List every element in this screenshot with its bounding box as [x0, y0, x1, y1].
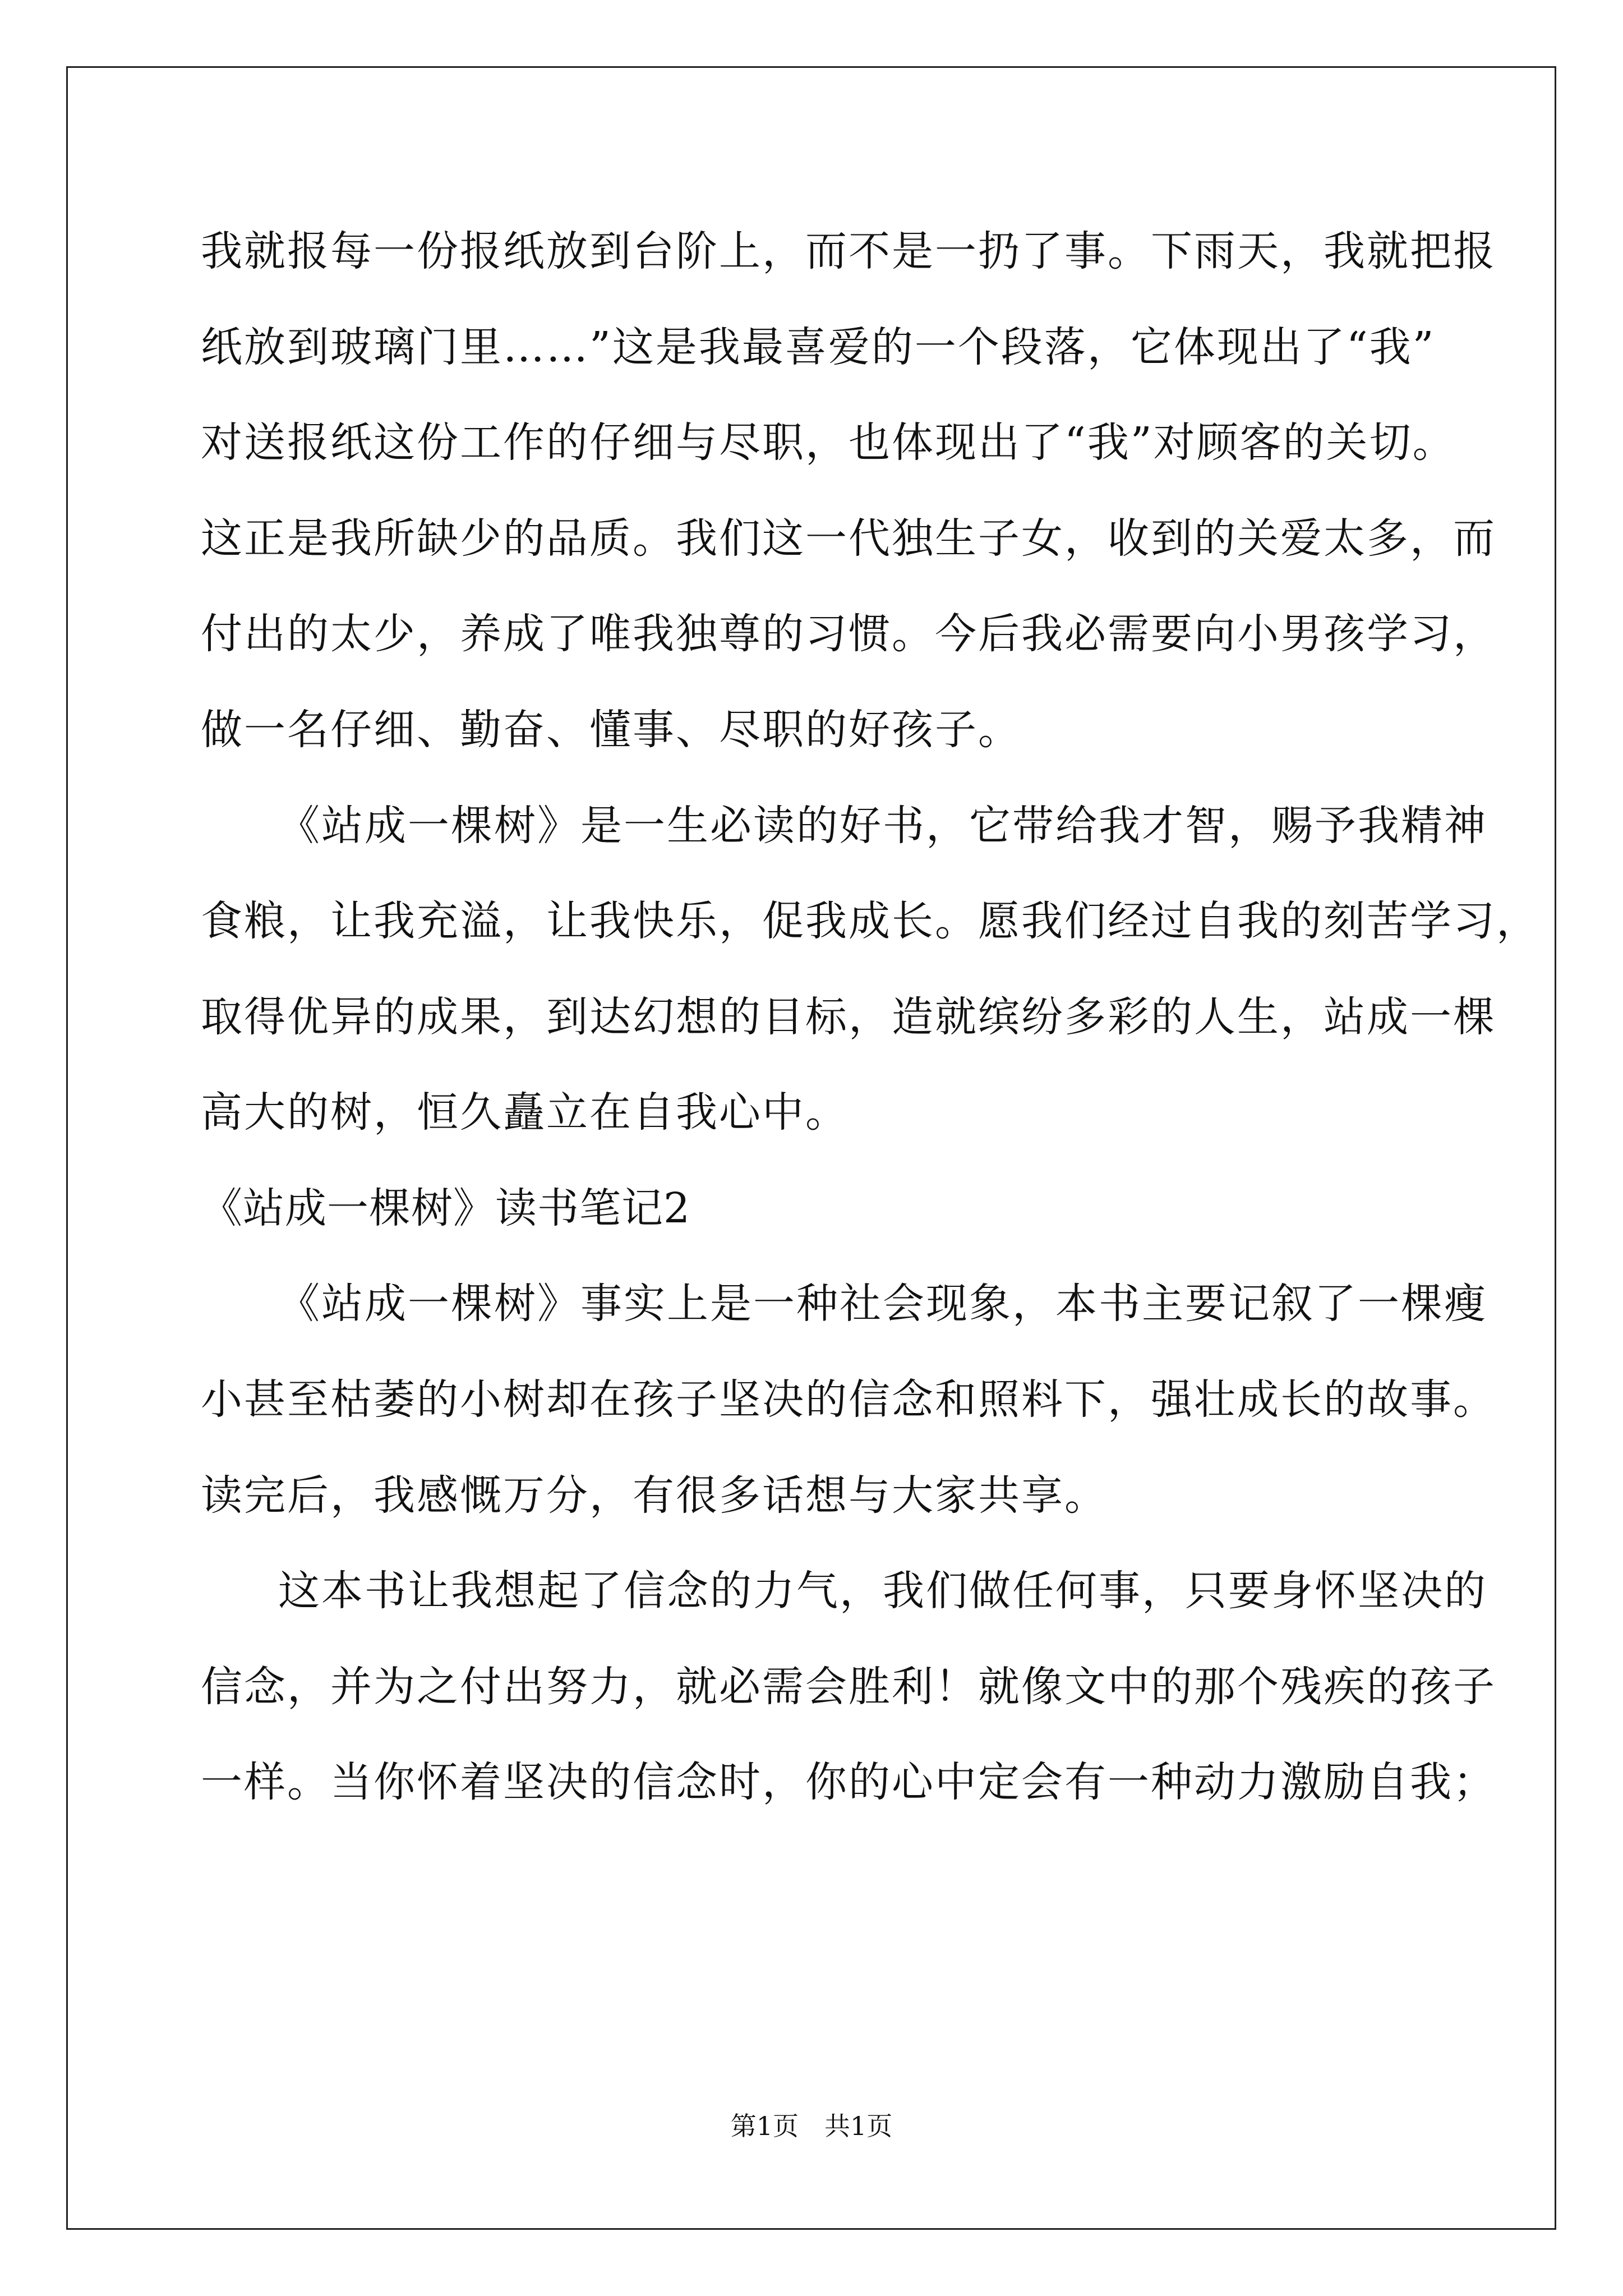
body-line-4: 这正是我所缺少的品质。我们这一代独生子女，收到的关爱太多，而	[201, 514, 1496, 563]
page-border	[66, 66, 1556, 2230]
body-line-9: 取得优异的成果，到达幻想的目标，造就缤纷多彩的人生，站成一棵	[201, 993, 1496, 1041]
body-line-13: 小甚至枯萎的小树却在孩子坚决的信念和照料下，强壮成长的故事。	[201, 1375, 1496, 1424]
body-line-5: 付出的太少，养成了唯我独尊的习惯。今后我必需要向小男孩学习，	[201, 610, 1496, 658]
body-line-10: 高大的树，恒久矗立在自我心中。	[201, 1088, 849, 1137]
body-line-6: 做一名仔细、勤奋、懂事、尽职的好孩子。	[201, 706, 1021, 754]
body-line-8: 食粮，让我充溢，让我快乐，促我成长。愿我们经过自我的刻苦学习，	[201, 897, 1539, 945]
body-line-3: 对送报纸这份工作的仔细与尽职，也体现出了“我”对顾客的关切。	[201, 418, 1456, 467]
body-line-2: 纸放到玻璃门里……”这是我最喜爱的一个段落，它体现出了“我”	[201, 323, 1436, 371]
body-line-14: 读完后，我感慨万分，有很多话想与大家共享。	[201, 1471, 1108, 1520]
body-line-15: 这本书让我想起了信念的力气，我们做任何事，只要身怀坚决的	[278, 1567, 1487, 1615]
section-heading: 《站成一棵树》读书笔记2	[201, 1184, 691, 1232]
body-line-17: 一样。当你怀着坚决的信念时，你的心中定会有一种动力激励自我；	[201, 1758, 1496, 1806]
body-line-7: 《站成一棵树》是一生必读的好书，它带给我才智，赐予我精神	[278, 802, 1487, 850]
body-line-1: 我就报每一份报纸放到台阶上，而不是一扔了事。下雨天，我就把报	[201, 227, 1496, 275]
body-line-12: 《站成一棵树》事实上是一种社会现象，本书主要记叙了一棵瘦	[278, 1280, 1487, 1328]
body-line-16: 信念，并为之付出努力，就必需会胜利！就像文中的那个残疾的孩子	[201, 1663, 1496, 1711]
page-footer: 第1页 共1页	[730, 2111, 893, 2141]
